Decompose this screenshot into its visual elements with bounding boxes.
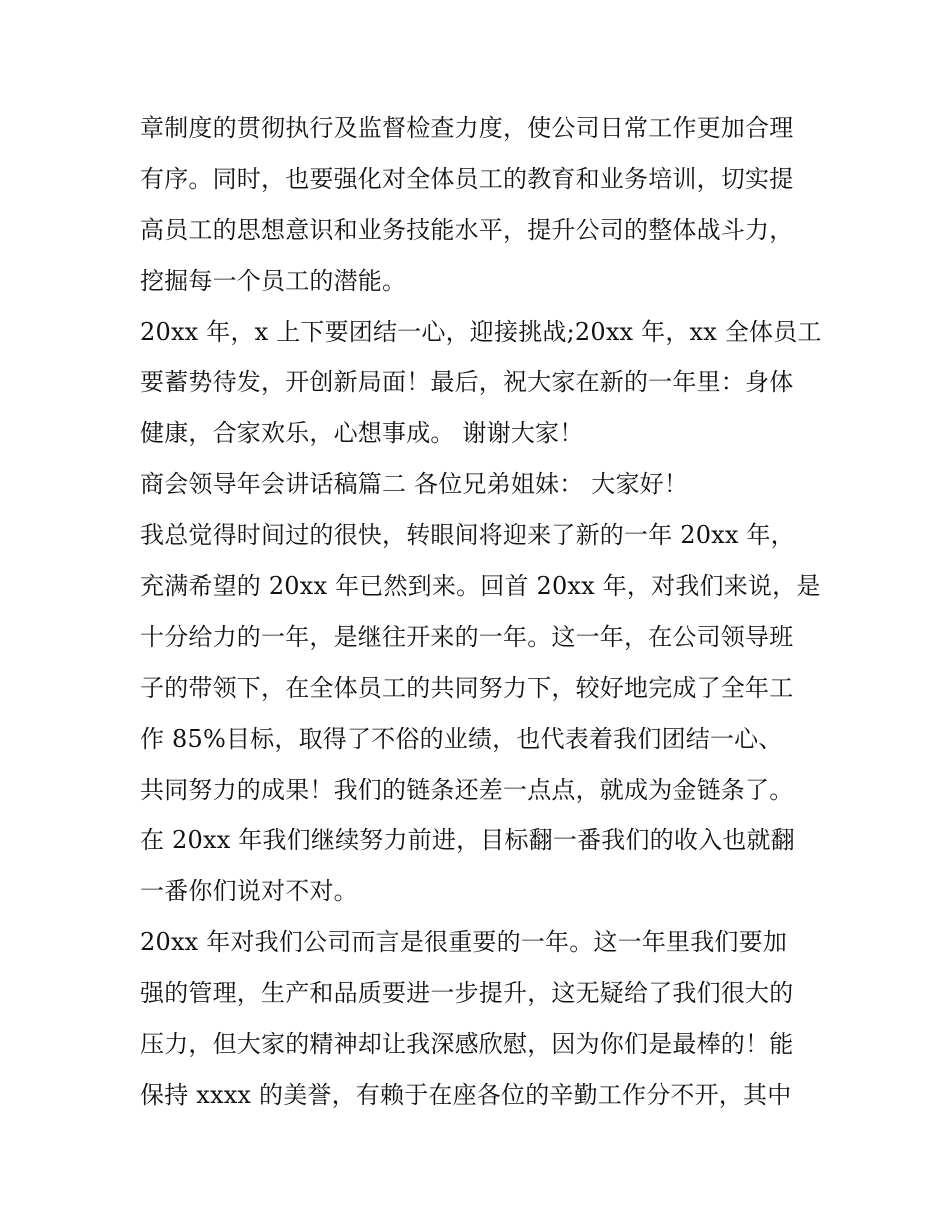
text-line: 20xx 年，x 上下要团结一心，迎接挑战;20xx 年，xx 全体员工 — [140, 317, 822, 346]
text-line: 有序。同时，也要强化对全体员工的教育和业务培训，切实提 — [140, 164, 794, 193]
text-line: 健康，合家欢乐，心想事成。 谢谢大家！ — [140, 419, 584, 448]
text-line: 商会领导年会讲话稿篇二 各位兄弟姐妹： 大家好！ — [140, 470, 689, 499]
text-line: 挖掘每一个员工的潜能。 — [140, 266, 407, 295]
text-line: 在 20xx 年我们继续努力前进，目标翻一番我们的收入也就翻 — [140, 826, 795, 855]
text-line: 20xx 年对我们公司而言是很重要的一年。这一年里我们要加 — [140, 928, 788, 957]
text-line: 章制度的贯彻执行及监督检查力度，使公司日常工作更加合理 — [140, 114, 794, 142]
text-line: 我总觉得时间过的很快，转眼间将迎来了新的一年 20xx 年， — [140, 521, 795, 550]
text-line: 高员工的思想意识和业务技能水平，提升公司的整体战斗力， — [140, 215, 794, 244]
text-line: 保持 xxxx 的美誉，有赖于在座各位的辛勤工作分不开，其中 — [140, 1080, 792, 1109]
text-line: 充满希望的 20xx 年已然到来。回首 20xx 年，对我们来说，是 — [140, 572, 821, 601]
text-line: 强的管理，生产和品质要进一步提升，这无疑给了我们很大的 — [140, 979, 794, 1008]
text-line: 压力，但大家的精神却让我深感欣慰，因为你们是最棒的！能 — [140, 1030, 794, 1059]
text-line: 作 85%目标，取得了不俗的业绩，也代表着我们团结一心、 — [140, 724, 783, 753]
text-line: 十分给力的一年，是继往开来的一年。这一年，在公司领导班 — [140, 622, 794, 651]
document-body — [140, 103, 830, 1121]
text-line: 共同努力的成果！我们的链条还差一点点，就成为金链条了。 — [140, 775, 794, 804]
text-line: 要蓄势待发，开创新局面！最后，祝大家在新的一年里：身体 — [140, 368, 794, 397]
text-line: 一番你们说对不对。 — [140, 877, 358, 906]
text-line: 子的带领下，在全体员工的共同努力下，较好地完成了全年工 — [140, 673, 794, 702]
